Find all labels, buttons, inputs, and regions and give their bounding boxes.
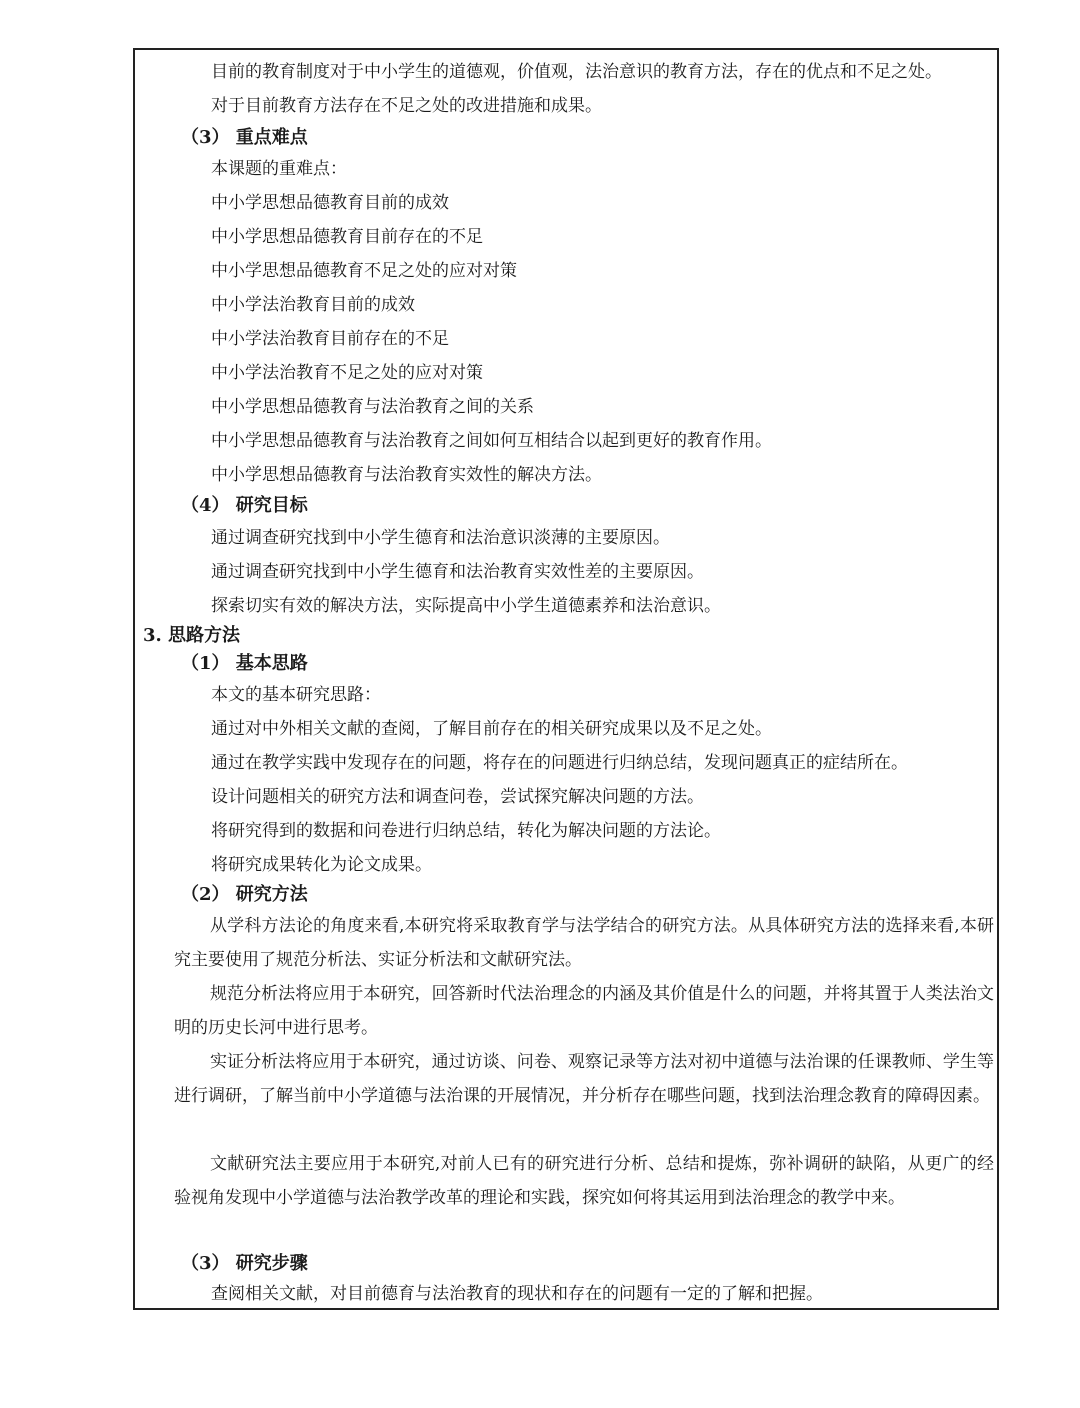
list-item: 将研究得到的数据和问卷进行归纳总结，转化为解决问题的方法论。 (211, 821, 721, 841)
list-item: 中小学思想品德教育与法治教育实效性的解决方法。 (211, 465, 602, 485)
subheading-basic: （1） 基本思路 (181, 653, 308, 674)
list-item: 通过对中外相关文献的查阅，了解目前存在的相关研究成果以及不足之处。 (211, 719, 772, 739)
text-line: 对于目前教育方法存在不足之处的改进措施和成果。 (211, 96, 602, 116)
paragraph: 从学科方法论的角度来看,本研究将采取教育学与法学结合的研究方法。从具体研究方法的选择来看,本研究主要使用了规范分析法、实证分析法和文献研究法。 (174, 916, 994, 970)
list-item: 设计问题相关的研究方法和调查问卷，尝试探究解决问题的方法。 (211, 787, 704, 807)
subheading-goals: （4） 研究目标 (181, 495, 308, 516)
list-item: 中小学法治教育不足之处的应对对策 (211, 363, 483, 383)
paragraph: 规范分析法将应用于本研究，回答新时代法治理念的内涵及其价值是什么的问题，并将其置于人类法治文明的历史长河中进行思考。 (174, 984, 994, 1038)
list-item: 将研究成果转化为论文成果。 (211, 855, 432, 875)
section-heading-3: 3. 思路方法 (143, 625, 241, 646)
list-item: 中小学法治教育目前存在的不足 (211, 329, 449, 349)
list-item: 中小学法治教育目前的成效 (211, 295, 415, 315)
list-item: 探索切实有效的解决方法，实际提高中小学生道德素养和法治意识。 (211, 596, 721, 616)
list-item: 中小学思想品德教育与法治教育之间的关系 (211, 397, 534, 417)
subheading-key-points: （3） 重点难点 (181, 127, 308, 148)
list-item: 通过调查研究找到中小学生德育和法治教育实效性差的主要原因。 (211, 562, 704, 582)
list-item: 中小学思想品德教育目前存在的不足 (211, 227, 483, 247)
subheading-steps: （3） 研究步骤 (181, 1253, 308, 1274)
list-item: 中小学思想品德教育不足之处的应对对策 (211, 261, 517, 281)
list-item: 通过在教学实践中发现存在的问题，将存在的问题进行归纳总结，发现问题真正的症结所在。 (211, 753, 908, 773)
list-item: 通过调查研究找到中小学生德育和法治意识淡薄的主要原因。 (211, 528, 670, 548)
paragraph: 实证分析法将应用于本研究，通过访谈、问卷、观察记录等方法对初中道德与法治课的任课教师、学生等进行调研，了解当前中小学道德与法治课的开展情况，并分析存在哪些问题，找到法治理念教育的障碍因素。 (174, 1052, 994, 1106)
paragraph: 文献研究法主要应用于本研究,对前人已有的研究进行分析、总结和提炼，弥补调研的缺陷，从更广的经验视角发现中小学道德与法治教学改革的理论和实践，探究如何将其运用到法治理念的教学中来。 (174, 1154, 994, 1208)
subheading-methods: （2） 研究方法 (181, 884, 308, 905)
text-line: 目前的教育制度对于中小学生的道德观，价值观，法治意识的教育方法，存在的优点和不足之处。 (211, 62, 942, 82)
text-line: 本课题的重难点： (211, 159, 347, 179)
list-item: 中小学思想品德教育与法治教育之间如何互相结合以起到更好的教育作用。 (211, 431, 772, 451)
list-item: 查阅相关文献，对目前德育与法治教育的现状和存在的问题有一定的了解和把握。 (211, 1284, 823, 1304)
text-line: 本文的基本研究思路： (211, 685, 381, 705)
list-item: 中小学思想品德教育目前的成效 (211, 193, 449, 213)
